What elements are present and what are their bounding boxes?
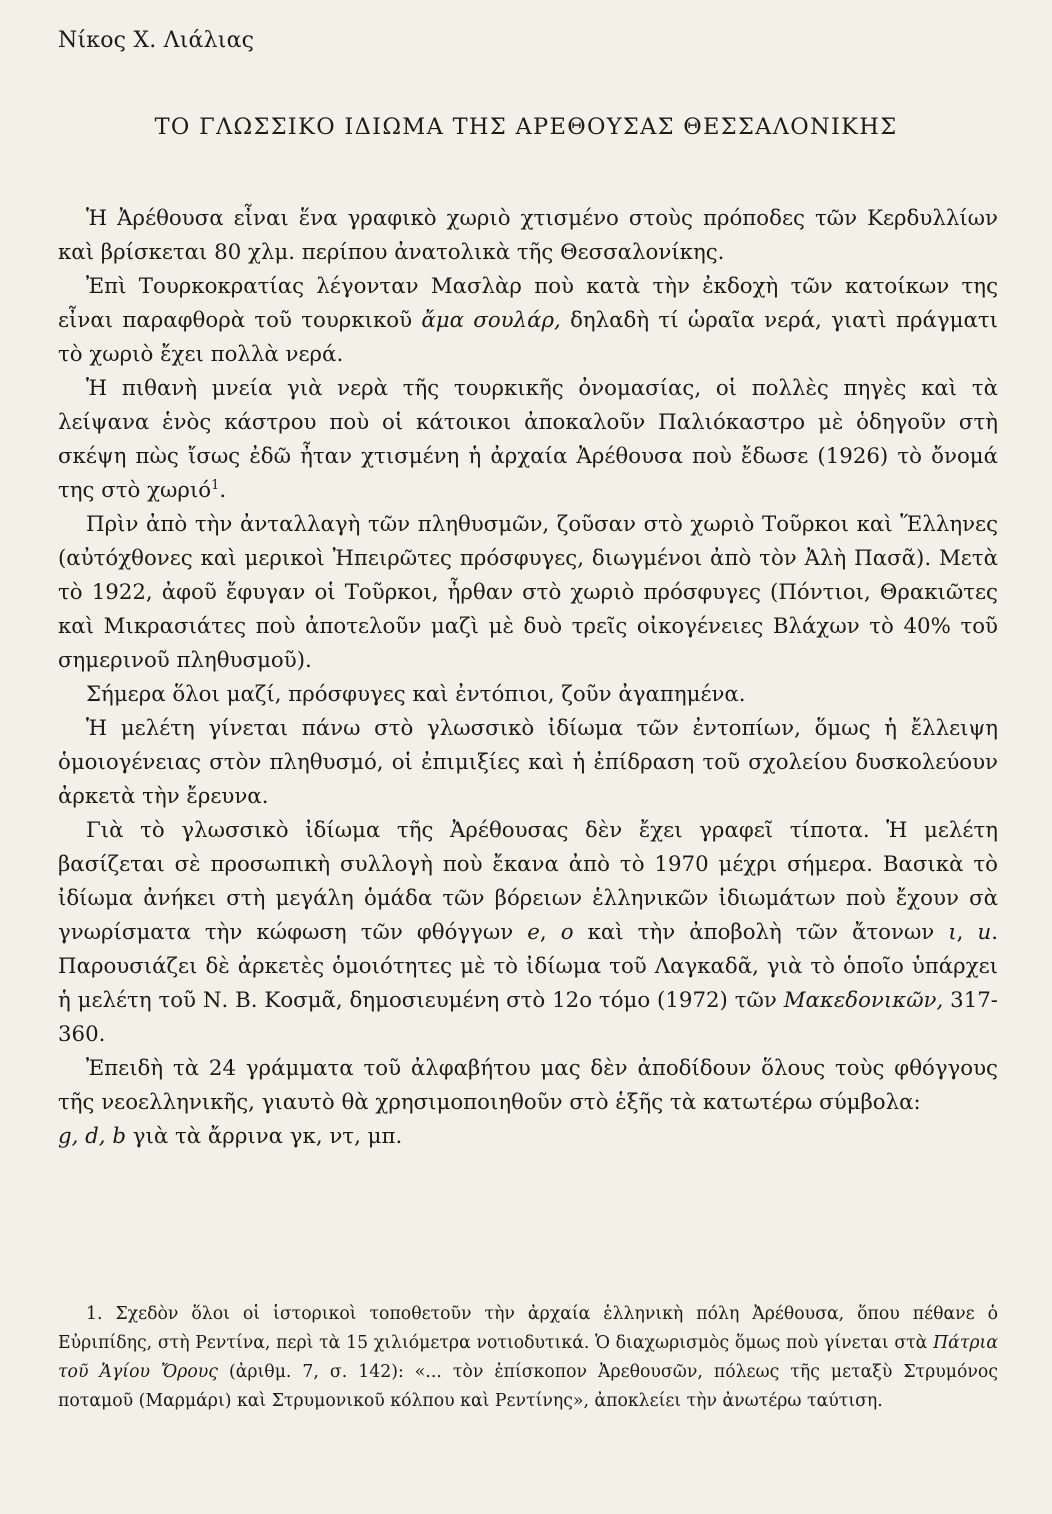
paragraph-5 [58, 678, 998, 712]
article-title: ΤΟ ΓΛΩΣΣΙΚΟ ΙΔΙΩΜΑ ΤΗΣ ΑΡΕΘΟΥΣΑΣ ΘΕΣΣΑΛΟΝΙΚΗΣ [154, 114, 898, 140]
paragraph-7-text-e: . Παρουσιάζει δὲ ἀρκετὲς ὁμοιότητες μὲ τὸ ἰδίωμα τοῦ Λαγκαδᾶ, γιὰ τὸ ὁποῖο ὑπάρχει ἡ μελέτη τοῦ Ν. Β. Κοσμᾶ, δημοσιευμένη στὸ 12ο τόμο (1972) τῶν [58, 920, 998, 1013]
paragraph-1-text: Ἡ Ἀρέθουσα εἶναι ἕνα γραφικὸ χωριὸ χτισμένο στοὺς πρόποδες τῶν Κερδυλλίων καὶ βρίσκεται 80 χλμ. περίπου ἀνατολικὰ τῆς Θεσσαλονίκης. [58, 206, 998, 265]
paragraph-8 [58, 1052, 998, 1120]
paragraph-1 [58, 202, 998, 270]
paragraph-2-turkish-phrase: ἄμα σουλάρ, [421, 308, 561, 333]
paragraph-7-sep-2: , [956, 920, 978, 945]
paragraph-2 [58, 270, 998, 372]
paragraph-7-text-f: 317-360. [58, 988, 998, 1047]
paragraph-5-text: Σήμερα ὅλοι μαζί, πρόσφυγες καὶ ἐντόπιοι, ζοῦν ἀγαπημένα. [86, 682, 746, 707]
footnote-1 [58, 1300, 998, 1416]
paragraph-2-text-b: δηλαδὴ τί ὡραῖα νερά, γιατὶ πράγματι τὸ χωριὸ ἔχει πολλὰ νερά. [58, 308, 998, 367]
journal-title: Μακεδονικῶν, [783, 988, 944, 1013]
footnote-source-title: Πάτρια τοῦ Ἁγίου Ὄρους [58, 1333, 998, 1382]
paragraph-7-text-c: καὶ τὴν ἀποβολὴ τῶν ἄτονων [573, 920, 949, 945]
paragraph-7 [58, 814, 998, 1052]
paragraph-8-text: Ἐπειδὴ τὰ 24 γράμματα τοῦ ἀλφαβήτου μας δὲν ἀποδίδουν ὅλους τοὺς φθόγγους τῆς νεοελληνικῆς, γιαυτὸ θὰ χρησιμοποιηθοῦν στὸ ἑξῆς τὰ κατωτέρω σύμβολα: [58, 1056, 998, 1115]
paragraph-6-text: Ἡ μελέτη γίνεται πάνω στὸ γλωσσικὸ ἰδίωμα τῶν ἐντοπίων, ὅμως ἡ ἔλλειψη ὁμοιογένειας στὸν πληθυσμό, οἱ ἐπιμιξίες καὶ ἡ ἐπίδραση τοῦ σχολείου δυσκολεύουν ἀρκετὰ τὴν ἔρευνα. [58, 716, 998, 809]
paragraph-4 [58, 508, 998, 678]
phoneme-o: o [560, 920, 574, 945]
article-body [58, 202, 998, 1154]
footnote-paragraph [58, 1300, 998, 1416]
symbol-line-text: γιὰ τὰ ἄρρινα γκ, ντ, μπ. [125, 1124, 403, 1149]
footnote-text-a: 1. Σχεδὸν ὅλοι οἱ ἱστορικοὶ τοποθετοῦν τὴν ἀρχαία ἑλληνικὴ πόλη Ἀρέθουσα, ὅπου πέθανε ὁ Εὐριπίδης, στὴ Ρεντίνα, περὶ τὰ 15 χιλιόμετρα νοτιοδυτικά. Ὁ διαχωρισμὸς ὅμως ποὺ γίνεται στὰ [58, 1304, 998, 1353]
paragraph-3-text: Ἡ πιθανὴ μνεία γιὰ νερὰ τῆς τουρκικῆς ὀνομασίας, οἱ πολλὲς πηγὲς καὶ τὰ λείψανα ἑνὸς κάστρου ποὺ οἱ κάτοικοι ἀποκαλοῦν Παλιόκαστρο μὲ ὁδηγοῦν στὴ σκέψη πὼς ἴσως ἐδῶ ἦταν χτισμένη ἡ ἀρχαία Ἀρέθουσα ποὺ ἔδωσε (1926) τὸ ὄνομά της στὸ χωριό [58, 376, 998, 503]
author-name: Νίκος Χ. Λιάλιας [58, 28, 255, 53]
paragraph-2-text-a: Ἐπὶ Τουρκοκρατίας λέγονταν Μασλὰρ ποὺ κατὰ τὴν ἐκδοχὴ τῶν κατοίκων της εἶναι παραφθορὰ τοῦ τουρκικοῦ [58, 274, 998, 333]
paragraph-6 [58, 712, 998, 814]
paragraph-7-text-a: Γιὰ τὸ γλωσσικὸ ἰδίωμα τῆς Ἀρέθουσας δὲν ἔχει γραφεῖ τίποτα. Ἡ μελέτη βασίζεται σὲ προσωπικὴ συλλογὴ ποὺ ἔκανα ἀπὸ τὸ 1970 μέχρι σήμερα. Βασικὰ τὸ ἰδίωμα ἀνήκει στὴ μεγάλη ὁμάδα τῶν βόρειων ἑλληνικῶν ἰδιωμάτων ποὺ ἔχουν σὰ γνωρίσματα τὴν κώφωση τῶν φθόγγων [58, 818, 998, 945]
footnote-text-b: (ἀριθμ. 7, σ. 142): «... τὸν ἐπίσκοπον Ἀρεθουσῶν, πόλεως τῆς μεταξὺ Στρυμόνος ποταμοῦ (Μαρμάρι) καὶ Στρυμονικοῦ κόλπου καὶ Ρεντίνης», ἀποκλείει τὴν ἀνωτέρω ταύτιση. [58, 1362, 998, 1411]
paragraph-3 [58, 372, 998, 508]
paragraph-3-end: . [219, 478, 227, 503]
footnote-reference-1: 1 [211, 477, 220, 493]
paragraph-4-text: Πρὶν ἀπὸ τὴν ἀνταλλαγὴ τῶν πληθυσμῶν, ζοῦσαν στὸ χωριὸ Τοῦρκοι καὶ Ἕλληνες (αὐτόχθονες καὶ μερικοὶ Ἠπειρῶτες πρόσφυγες, διωγμένοι ἀπὸ τὸν Ἀλὴ Πασᾶ). Μετὰ τὸ 1922, ἀφοῦ ἔφυγαν οἱ Τοῦρκοι, ἦρθαν στὸ χωριὸ πρόσφυγες (Πόντιοι, Θρακιῶτες καὶ Μικρασιάτες ποὺ ἀποτελοῦν μαζὶ μὲ δυὸ τρεῖς οἰκογένειες Βλάχων τὸ 40% τοῦ σημερινοῦ πληθυσμοῦ). [58, 512, 998, 673]
paragraph-7-sep-1: , [539, 920, 561, 945]
phoneme-e: e [527, 920, 540, 945]
phoneme-u: u [977, 920, 992, 945]
symbol-list: g, d, b [58, 1124, 126, 1149]
phoneme-i: ι [948, 920, 957, 945]
symbol-line [58, 1120, 998, 1154]
